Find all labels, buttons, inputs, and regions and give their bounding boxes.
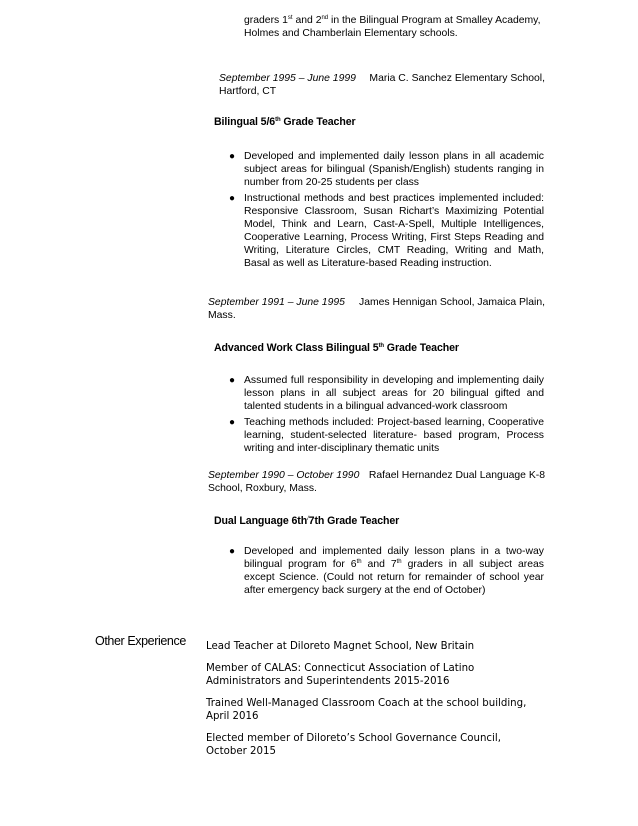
bullet-icon: ● [229,193,236,204]
job1-header [219,72,545,98]
intro-line-1: graders 1st and 2nd in the Bilingual Program at Smalley Academy, [244,15,541,26]
list-item: ● Developed and implemented daily lesson plans in a two-way bilingual program for 6th and 7th graders in all subject areas except Science. (Could not return for remainder of school year after emergency back surgery at the end of October) [229,546,544,596]
intro-text [244,14,544,40]
list-item: Member of CALAS: Connecticut Association of Latino Administrators and Superintendents 2015-2016 [206,662,475,687]
other-experience-list [206,640,536,759]
job1-title: Bilingual 5/6th Grade Teacher [214,116,356,128]
job3-header [208,469,545,495]
job2-header [208,296,545,322]
job3-bullets [229,545,544,600]
other-experience-heading: Other Experience [95,634,186,648]
list-item: ● Teaching methods included: Project-based learning, Cooperative learning, student-selected literature- based program, Process writing and inter-disciplinary thematic units [229,417,544,454]
list-item: ● Developed and implemented daily lesson plans in all academic subject areas for bilingual (Spanish/English) students ranging in number from 20-25 students per class [229,151,544,188]
bullet-icon: ● [229,375,236,386]
list-item: Elected member of Diloreto’s School Governance Council, October 2015 [206,732,501,757]
bullet-icon: ● [229,417,236,428]
job2-location: Mass. [208,310,236,321]
bullet-icon: ● [229,546,236,557]
job2-dates: September 1991 – June 1995 [208,297,345,308]
job2-school: James Hennigan School, Jamaica Plain, [359,297,545,308]
job2-bullets [229,374,544,458]
job1-dates: September 1995 – June 1999 [219,73,356,84]
bullet-icon: ● [229,151,236,162]
job3-dates: September 1990 – October 1990 [208,470,360,481]
list-item: ● Assumed full responsibility in developing and implementing daily lesson plans in all subject areas for 20 bilingual gifted and talented students in a bilingual advanced-work classroom [229,375,544,412]
list-item: ● Instructional methods and best practices implemented included: Responsive Classroom, Susan Richart’s Maximizing Potential Model, Think and Learn, Cast-A-Spell, Multiple Intelligences, Cooperative Learning, Process Writing, First Steps Reading and Writing, Literature Circles, CMT Reading, Writing and Math, Basal as well as Literature-based Reading instruction. [229,193,544,269]
job3-school: Rafael Hernandez Dual Language K-8 [368,470,545,481]
job1-bullets [229,150,544,273]
intro-line-2: Holmes and Chamberlain Elementary schools. [244,28,458,39]
job1-school: Maria C. Sanchez Elementary School, [369,73,545,84]
job3-title: Dual Language 6th/7th Grade Teacher [214,515,400,527]
job1-location: Hartford, CT [219,86,277,97]
list-item: Lead Teacher at Diloreto Magnet School, New Britain [206,641,475,652]
job2-title: Advanced Work Class Bilingual 5th Grade Teacher [214,342,459,354]
list-item: Trained Well-Managed Classroom Coach at the school building, April 2016 [206,697,527,722]
job3-location: School, Roxbury, Mass. [208,483,317,494]
